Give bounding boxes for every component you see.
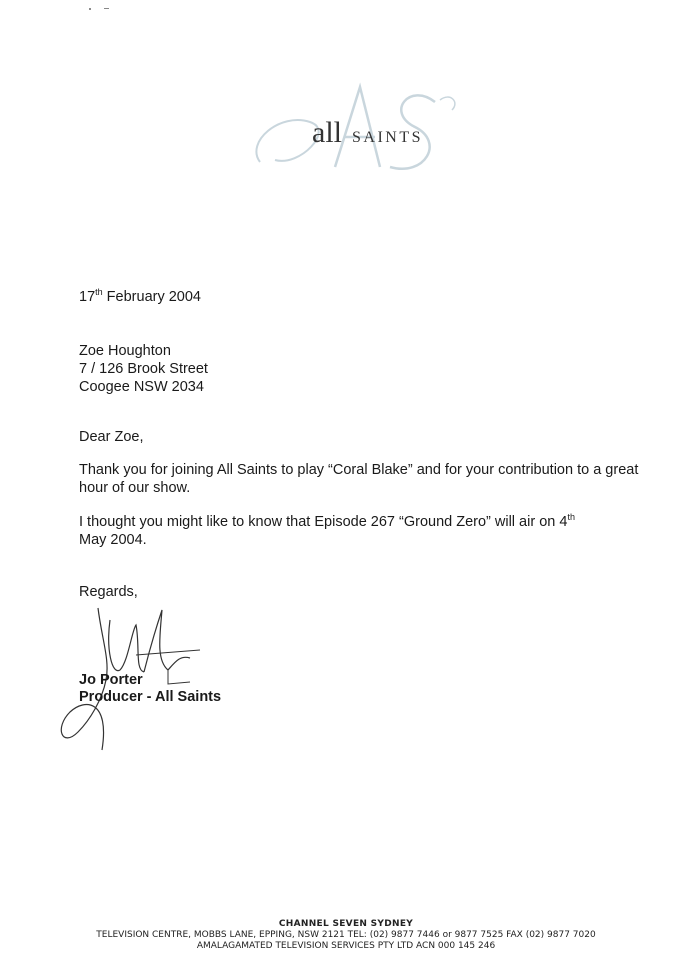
footer-company: AMALAGAMATED TELEVISION SERVICES PTY LTD ACN 000 145 246 (196, 941, 496, 951)
recipient-suburb: Coogee NSW 2034 (79, 379, 204, 395)
all-saints-logo (240, 72, 470, 187)
recipient-address (79, 342, 208, 396)
footer-address: TELEVISION CENTRE, MOBBS LANE, EPPING, NSW 2121 TEL: (02) 9877 7446 or 9877 7525 FAX (02) 9877 7020 (96, 930, 596, 940)
scan-specks (86, 4, 116, 14)
salutation: Dear Zoe, (79, 429, 144, 445)
logo-text-all: all (312, 116, 342, 149)
footer (0, 919, 692, 952)
signer-name: Jo Porter (79, 672, 143, 688)
letter-date: 17th February 2004 (79, 287, 201, 305)
body-paragraph-1: Thank you for joining All Saints to play “Coral Blake” and for your contribution to a great hour of our show. (79, 462, 639, 496)
recipient-name: Zoe Houghton (79, 343, 171, 359)
body-paragraph-2: I thought you might like to know that Episode 267 “Ground Zero” will air on 4th May 2004. (79, 512, 575, 548)
logo-text-saints: SAINTS (352, 129, 424, 146)
footer-network: CHANNEL SEVEN SYDNEY (278, 919, 414, 929)
signer-block (79, 671, 221, 705)
closing: Regards, (79, 584, 138, 600)
recipient-street: 7 / 126 Brook Street (79, 361, 208, 377)
signer-title: Producer - All Saints (79, 689, 222, 705)
